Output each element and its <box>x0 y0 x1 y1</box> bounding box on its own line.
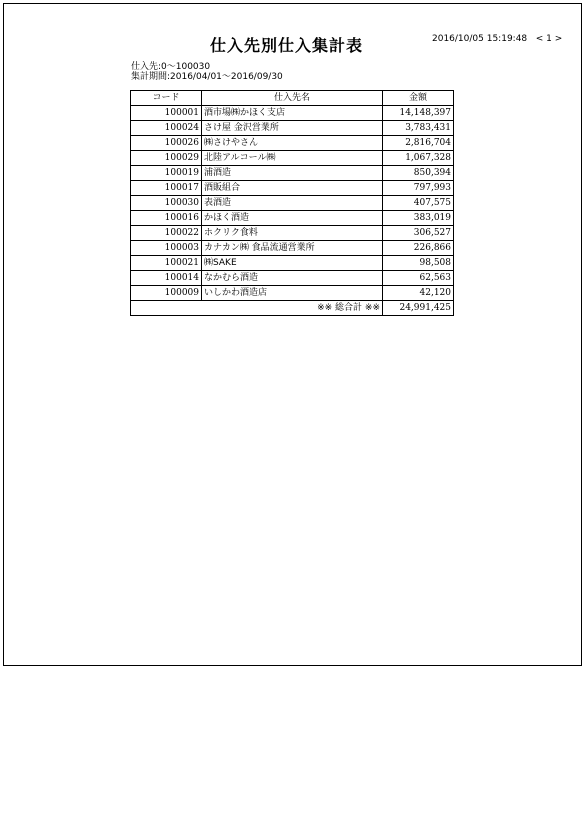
row-name: いしかわ酒造店 <box>202 286 383 301</box>
table-row <box>131 286 454 301</box>
row-amount: 2,816,704 <box>383 136 454 151</box>
table-row <box>131 211 454 226</box>
row-code: 100024 <box>131 121 202 136</box>
table-row <box>131 106 454 121</box>
row-name: 酒販組合 <box>202 181 383 196</box>
row-code: 100009 <box>131 286 202 301</box>
row-name: ㈱さけやさん <box>202 136 383 151</box>
page-indicator: < 1 > <box>535 34 563 44</box>
total-label: ※※ 総合計 ※※ <box>131 301 383 316</box>
row-amount: 306,527 <box>383 226 454 241</box>
row-amount: 407,575 <box>383 196 454 211</box>
supplier-summary-table <box>130 90 454 316</box>
row-code: 100019 <box>131 166 202 181</box>
row-code: 100014 <box>131 271 202 286</box>
row-code: 100026 <box>131 136 202 151</box>
row-amount: 850,394 <box>383 166 454 181</box>
table-row <box>131 226 454 241</box>
row-name: さけ屋 金沢営業所 <box>202 121 383 136</box>
table-row <box>131 196 454 211</box>
row-name: カナカン㈱ 食品流通営業所 <box>202 241 383 256</box>
row-name: 浦酒造 <box>202 166 383 181</box>
row-amount: 3,783,431 <box>383 121 454 136</box>
row-code: 100003 <box>131 241 202 256</box>
total-amount: 24,991,425 <box>383 301 454 316</box>
row-code: 100022 <box>131 226 202 241</box>
row-name: 表酒造 <box>202 196 383 211</box>
row-code: 100021 <box>131 256 202 271</box>
aggregation-period: 集計期間:2016/04/01～2016/09/30 <box>131 72 283 82</box>
row-code: 100030 <box>131 196 202 211</box>
row-code: 100001 <box>131 106 202 121</box>
supplier-range: 仕入先:0～100030 <box>131 62 211 72</box>
header-name: 仕入先名 <box>202 91 383 106</box>
row-code: 100029 <box>131 151 202 166</box>
row-amount: 383,019 <box>383 211 454 226</box>
row-name: かほく酒造 <box>202 211 383 226</box>
table-row <box>131 271 454 286</box>
table-row <box>131 256 454 271</box>
row-name: なかむら酒造 <box>202 271 383 286</box>
table-row <box>131 241 454 256</box>
row-amount: 14,148,397 <box>383 106 454 121</box>
table-row <box>131 136 454 151</box>
row-amount: 1,067,328 <box>383 151 454 166</box>
row-name: ㈱SAKE <box>202 256 383 271</box>
row-name: 北陸アルコール㈱ <box>202 151 383 166</box>
table-row <box>131 166 454 181</box>
table-row <box>131 151 454 166</box>
report-title: 仕入先別仕入集計表 <box>210 36 364 55</box>
row-code: 100017 <box>131 181 202 196</box>
table-row <box>131 181 454 196</box>
header-code: コード <box>131 91 202 106</box>
header-amount: 金額 <box>383 91 454 106</box>
timestamp-text: 2016/10/05 15:19:48 <box>432 34 528 44</box>
table-header-row <box>131 91 454 106</box>
print-timestamp <box>432 34 562 44</box>
row-amount: 62,563 <box>383 271 454 286</box>
total-row <box>131 301 454 316</box>
table-row <box>131 121 454 136</box>
row-code: 100016 <box>131 211 202 226</box>
row-amount: 42,120 <box>383 286 454 301</box>
row-amount: 226,866 <box>383 241 454 256</box>
row-name: 酒市場㈱かほく支店 <box>202 106 383 121</box>
row-amount: 797,993 <box>383 181 454 196</box>
row-name: ホクリク食料 <box>202 226 383 241</box>
row-amount: 98,508 <box>383 256 454 271</box>
